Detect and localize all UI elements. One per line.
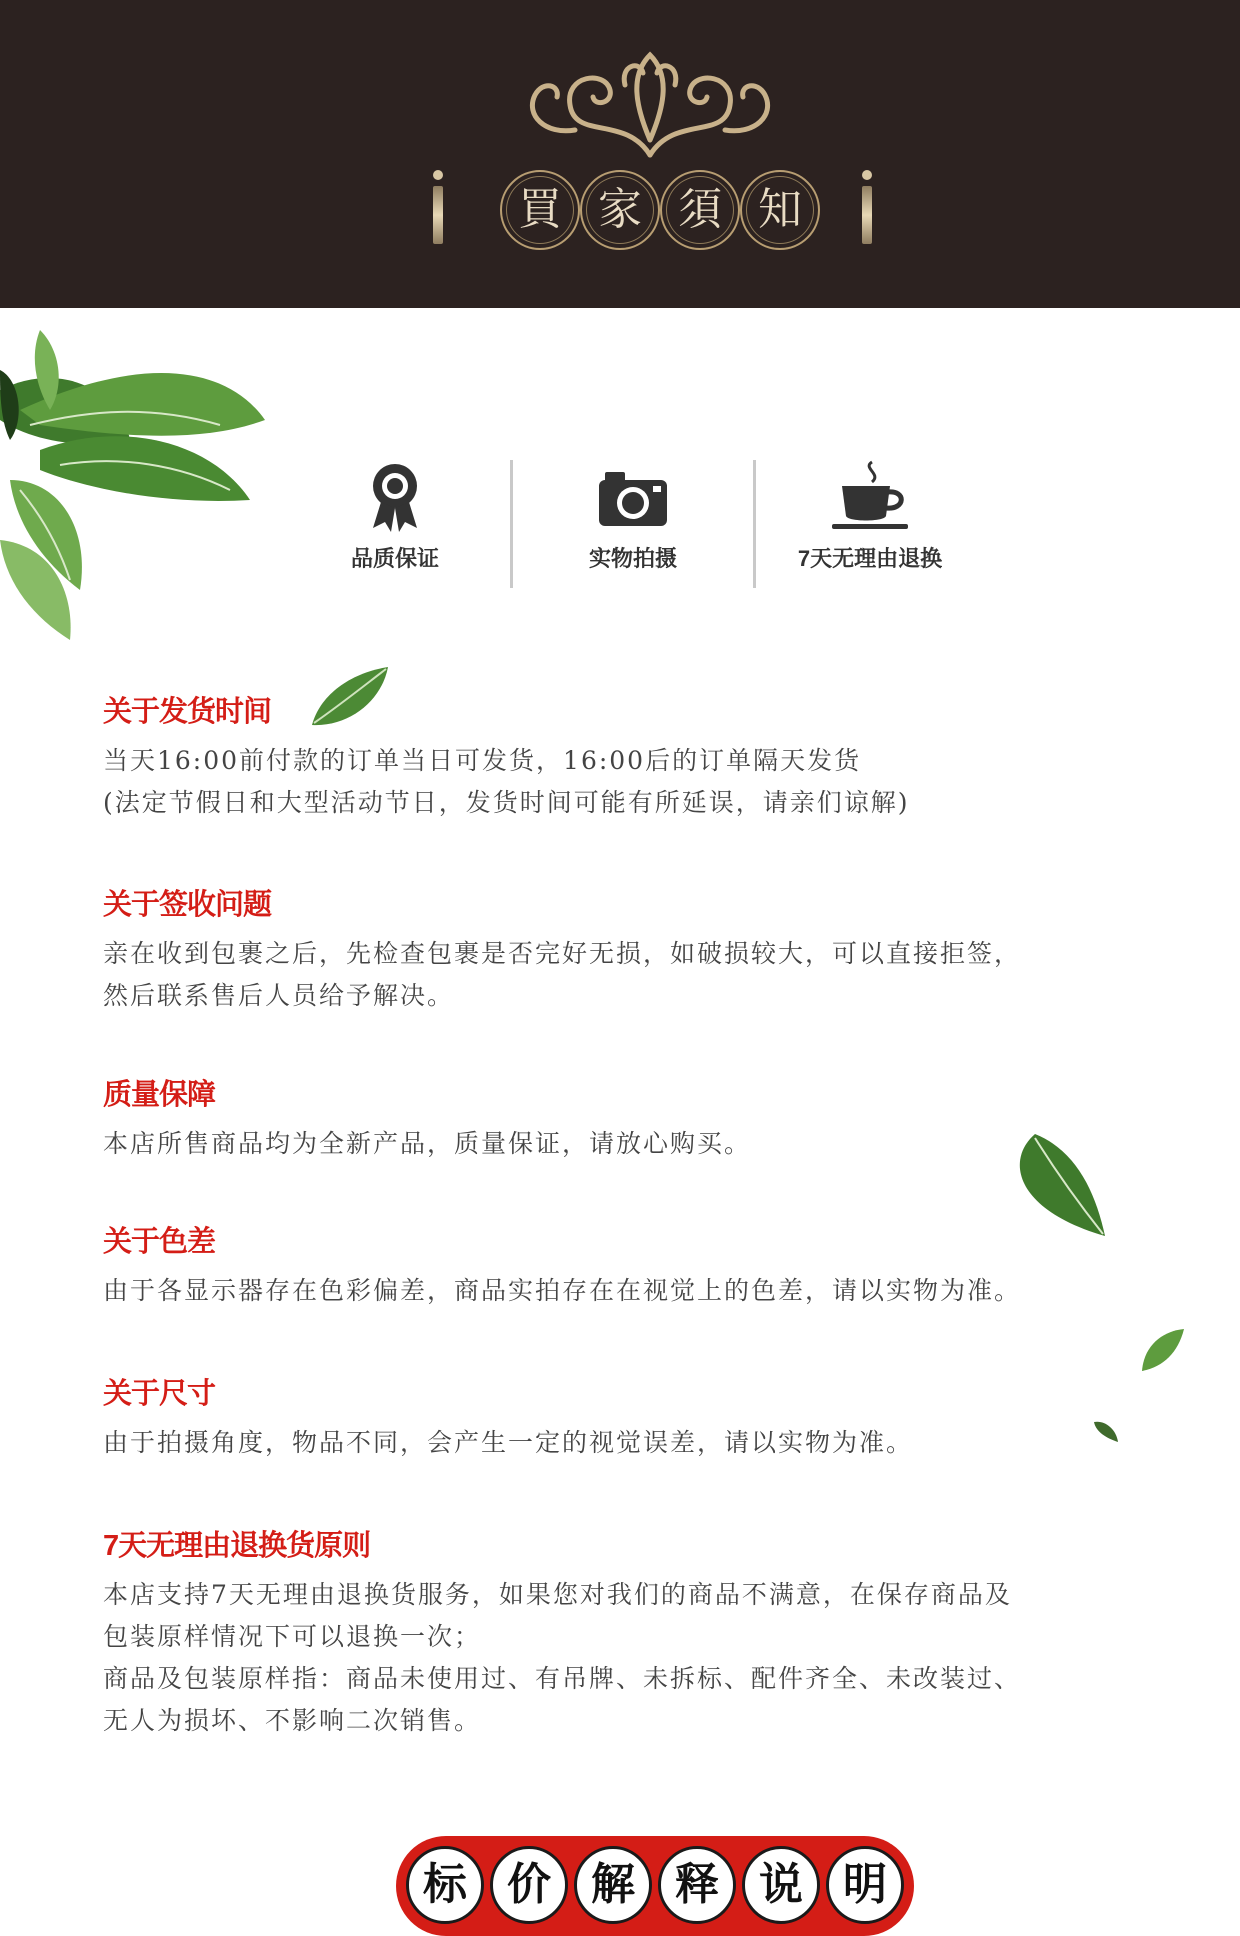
section-body — [103, 933, 1183, 1017]
banner-char: 价 — [490, 1846, 568, 1924]
section-size — [103, 1374, 1183, 1464]
feature-7day-return — [780, 460, 960, 590]
section-body — [103, 1270, 1183, 1312]
section-line: 亲在收到包裹之后，先检查包裹是否完好无损，如破损较大，可以直接拒签， — [103, 939, 1022, 968]
title-char-4: 知 — [740, 170, 820, 250]
section-line: 由于拍摄角度，物品不同，会产生一定的视觉误差，请以实物为准。 — [103, 1428, 914, 1457]
section-7day-return — [103, 1526, 1183, 1742]
banner-char: 解 — [574, 1846, 652, 1924]
section-line: 包装原样情况下可以退换一次； — [103, 1622, 482, 1651]
title-char-2: 家 — [580, 170, 660, 250]
feature-divider — [753, 460, 756, 588]
section-title: 关于尺寸 — [103, 1378, 216, 1410]
section-line: 当天16:00前付款的订单当日可发货，16:00后的订单隔天发货 — [103, 746, 862, 775]
award-ribbon-icon — [365, 460, 425, 532]
feature-quality — [305, 460, 485, 590]
coffee-cup-icon — [828, 460, 912, 532]
section-line: 本店所售商品均为全新产品，质量保证，请放心购买。 — [103, 1129, 752, 1158]
price-explanation-banner — [390, 1830, 920, 1920]
feature-label: 实物拍摄 — [588, 546, 677, 571]
section-body — [103, 740, 1183, 824]
section-title: 关于签收问题 — [103, 889, 272, 921]
banner-char: 说 — [742, 1846, 820, 1924]
title-bar-left — [433, 186, 443, 244]
title-bar-right — [862, 186, 872, 244]
section-line: 然后联系售后人员给予解决。 — [103, 981, 455, 1010]
banner-char: 明 — [826, 1846, 904, 1924]
section-title: 关于色差 — [103, 1226, 216, 1258]
title-row — [0, 170, 1240, 260]
section-title: 7天无理由退换货原则 — [103, 1530, 371, 1562]
section-signing — [103, 885, 1183, 1017]
section-line: 无人为损坏、不影响二次销售。 — [103, 1706, 482, 1735]
scroll-ornament-icon — [515, 45, 785, 160]
feature-label: 品质保证 — [350, 546, 439, 571]
feature-real-photo — [543, 460, 723, 590]
header-banner — [0, 0, 1240, 308]
banner-char: 释 — [658, 1846, 736, 1924]
section-color-difference — [103, 1222, 1183, 1312]
section-line: (法定节假日和大型活动节日，发货时间可能有所延误，请亲们谅解) — [103, 788, 910, 817]
section-line: 由于各显示器存在色彩偏差，商品实拍存在在视觉上的色差，请以实物为准。 — [103, 1276, 1022, 1305]
section-body — [103, 1123, 1183, 1165]
camera-icon — [595, 460, 671, 532]
feature-label: 7天无理由退换 — [797, 546, 943, 571]
title-char-1: 買 — [500, 170, 580, 250]
title-char-3: 須 — [660, 170, 740, 250]
leaf-icon — [1138, 1325, 1188, 1375]
section-line: 商品及包装原样指：商品未使用过、有吊牌、未拆标、配件齐全、未改装过、 — [103, 1664, 1022, 1693]
section-title: 关于发货时间 — [103, 696, 272, 728]
section-body — [103, 1422, 1183, 1464]
section-quality — [103, 1075, 1183, 1165]
banner-char: 标 — [406, 1846, 484, 1924]
tea-leaves-decoration-icon — [0, 330, 280, 650]
section-body — [103, 1574, 1183, 1742]
section-shipping-time — [103, 692, 1183, 824]
section-line: 本店支持7天无理由退换货服务，如果您对我们的商品不满意，在保存商品及 — [103, 1580, 1012, 1609]
section-title: 质量保障 — [103, 1079, 216, 1111]
feature-divider — [510, 460, 513, 588]
